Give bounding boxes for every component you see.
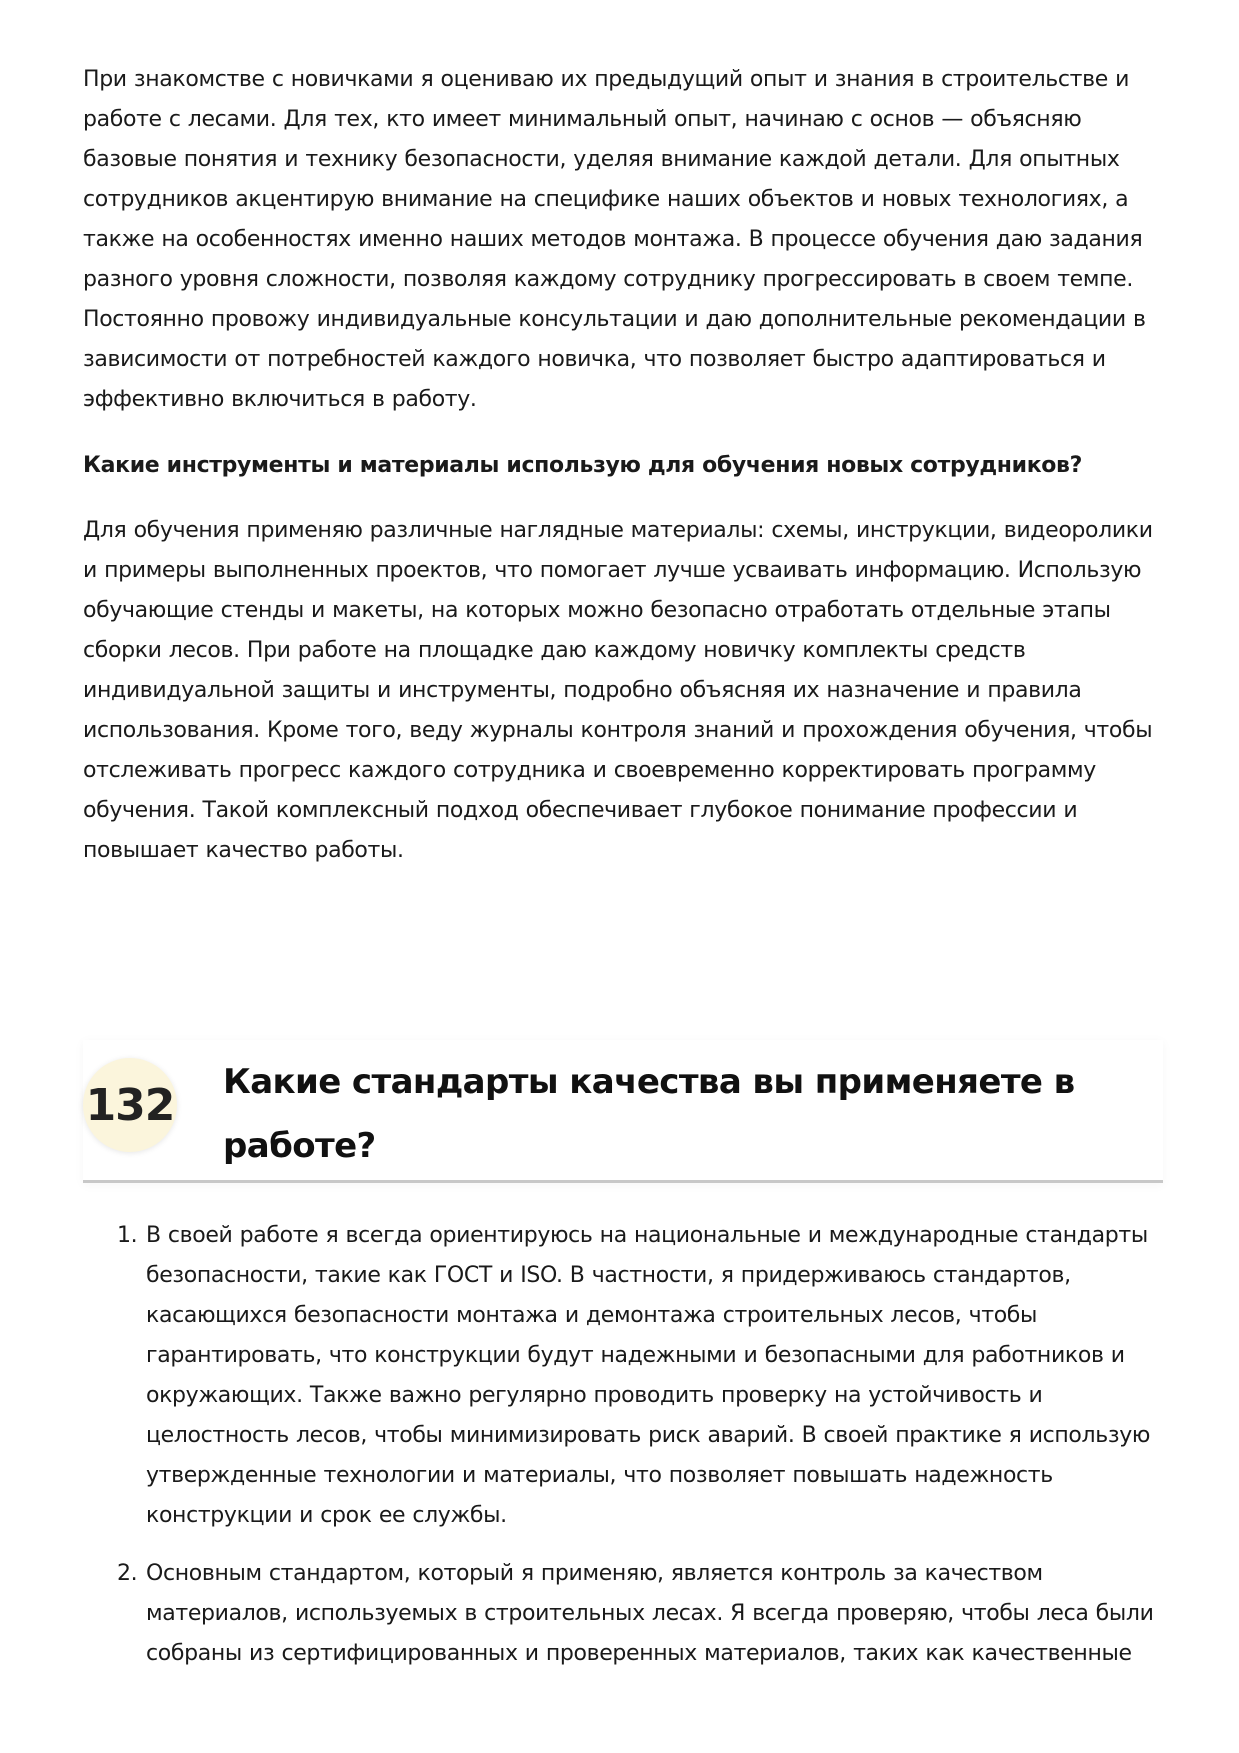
answer-list (83, 1216, 1163, 1692)
answer-item-1 (83, 1216, 1163, 1536)
answer-text: В своей работе я всегда ориентируюсь на национальные и международные стандарты безопасности, такие как ГОСТ и ISO. В частности, я придерживаюсь стандартов, касающихся безопасности монтажа и демонтажа строительных лесов, чтобы гарантировать, что конструкции будут надежными и безопасными для работников и окружающих. Также важно регулярно проводить проверку на устойчивость и целостность лесов, чтобы минимизировать риск аварий. В своей практике я использую утвержденные технологии и материалы, что позволяет повышать надежность конструкции и срок ее службы. (146, 1223, 1151, 1528)
question-number-badge: 132 (83, 1058, 177, 1152)
paragraph-training-materials: Для обучения применяю различные наглядные материалы: схемы, инструкции, видеоролики и примеры выполненных проектов, что помогает лучше усваивать информацию. Использую обучающие стенды и макеты, на которых можно безопасно отработать отдельные этапы сборки лесов. При работе на площадке даю каждому новичку комплекты средств индивидуальной защиты и инструменты, подробно объясняя их назначение и правила использования. Кроме того, веду журналы контроля знаний и прохождения обучения, чтобы отслеживать прогресс каждого сотрудника и своевременно корректировать программу обучения. Такой комплексный подход обеспечивает глубокое понимание профессии и повышает качество работы. (83, 518, 1153, 863)
subheading-training-tools: Какие инструменты и материалы использую для обучения новых сотрудников? (83, 453, 1083, 478)
answer-item-2 (83, 1554, 1163, 1674)
answer-number: 2. (117, 1561, 138, 1586)
paragraph-onboarding-approach: При знакомстве с новичками я оцениваю их предыдущий опыт и знания в строительстве и работе с лесами. Для тех, кто имеет минимальный опыт, начинаю с основ — объясняю базовые понятия и технику безопасности, уделяя внимание каждой детали. Для опытных сотрудников акцентирую внимание на специфике наших объектов и новых технологиях, а также на особенностях именно наших методов монтажа. В процессе обучения даю задания разного уровня сложности, позволяя каждому сотруднику прогрессировать в своем темпе. Постоянно провожу индивидуальные консультации и даю дополнительные рекомендации в зависимости от потребностей каждого новичка, что позволяет быстро адаптироваться и эффективно включиться в работу. (83, 67, 1146, 412)
answer-text: Основным стандартом, который я применяю, является контроль за качеством материалов, используемых в строительных лесах. Я всегда проверяю, чтобы леса были собраны из сертифицированных и проверенных материалов, таких как качественные (146, 1561, 1154, 1666)
question-title: Какие стандарты качества вы применяете в работе? (223, 1062, 1075, 1166)
answer-number: 1. (117, 1223, 138, 1248)
question-header (83, 1040, 1163, 1183)
